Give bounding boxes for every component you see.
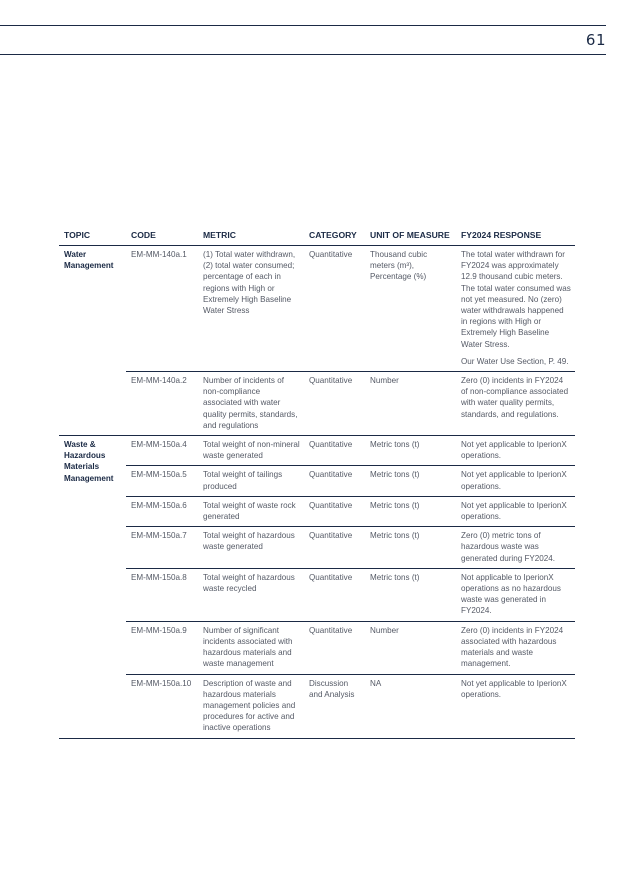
row-unit: Thousand cubic meters (m³), Percentage (%) (365, 246, 456, 372)
row-category: Quantitative (304, 466, 365, 496)
topic-waste-management: Waste & Hazardous Materials Management (59, 436, 126, 738)
row-category: Quantitative (304, 527, 365, 569)
row-metric: Description of waste and hazardous materials management policies and procedures for active and inactive operations (198, 674, 304, 738)
header-unit: UNIT OF MEASURE (365, 226, 456, 246)
row-metric: (1) Total water withdrawn, (2) total water consumed; percentage of each in regions with High or Extremely High Baseline Water Stress (198, 246, 304, 372)
row-category: Quantitative (304, 496, 365, 526)
row-unit: Metric tons (t) (365, 568, 456, 621)
header-rule (0, 54, 606, 55)
topic-empty (59, 372, 126, 436)
header-response: FY2024 RESPONSE (456, 226, 575, 246)
table-row (59, 436, 575, 466)
row-unit: Metric tons (t) (365, 527, 456, 569)
row-code: EM-MM-140a.2 (126, 372, 198, 436)
row-response: Not applicable to IperionX operations as no hazardous waste was generated in FY2024. (456, 568, 575, 621)
table-row (59, 246, 575, 372)
row-category: Quantitative (304, 568, 365, 621)
row-category: Quantitative (304, 246, 365, 372)
row-metric: Total weight of hazardous waste recycled (198, 568, 304, 621)
header-code: CODE (126, 226, 198, 246)
row-category: Discussion and Analysis (304, 674, 365, 738)
row-code: EM-MM-140a.1 (126, 246, 198, 372)
row-category: Quantitative (304, 621, 365, 674)
table-row (59, 621, 575, 674)
row-unit: Number (365, 372, 456, 436)
row-response: Zero (0) incidents in FY2024 associated with hazardous materials and waste management. (456, 621, 575, 674)
header-category: CATEGORY (304, 226, 365, 246)
row-unit: Metric tons (t) (365, 466, 456, 496)
header-metric: METRIC (198, 226, 304, 246)
header-topic: TOPIC (59, 226, 126, 246)
row-metric: Total weight of hazardous waste generated (198, 527, 304, 569)
row-code: EM-MM-150a.9 (126, 621, 198, 674)
row-unit: NA (365, 674, 456, 738)
row-response: Not yet applicable to IperionX operations. (456, 466, 575, 496)
response-text: The total water withdrawn for FY2024 was approximately 12.9 thousand cubic meters. The total water consumed was not yet measured. No (zero) water withdrawals happened in regions with High or Extremely High Baseline Water Stress. (461, 250, 571, 349)
sasb-metrics-table (59, 226, 575, 739)
row-code: EM-MM-150a.5 (126, 466, 198, 496)
row-response: Not yet applicable to IperionX operations. (456, 674, 575, 738)
row-metric: Total weight of tailings produced (198, 466, 304, 496)
row-response: Zero (0) incidents in FY2024 of non-compliance associated with water quality permits, standards, and regulations. (456, 372, 575, 436)
table-row (59, 568, 575, 621)
row-unit: Metric tons (t) (365, 496, 456, 526)
row-metric: Number of incidents of non-compliance associated with water quality permits, standards, and regulations (198, 372, 304, 436)
row-unit: Number (365, 621, 456, 674)
row-metric: Number of significant incidents associated with hazardous materials and waste management (198, 621, 304, 674)
table-header-row (59, 226, 575, 246)
table-row (59, 466, 575, 496)
row-response: Not yet applicable to IperionX operations. (456, 496, 575, 526)
table-row (59, 674, 575, 738)
row-response (456, 246, 575, 372)
row-category: Quantitative (304, 436, 365, 466)
row-category: Quantitative (304, 372, 365, 436)
row-response: Not yet applicable to IperionX operations. (456, 436, 575, 466)
row-code: EM-MM-150a.8 (126, 568, 198, 621)
topic-water-management: Water Management (64, 250, 114, 271)
row-metric: Total weight of non-mineral waste generated (198, 436, 304, 466)
page-number: 61 (585, 31, 606, 49)
top-rule (0, 25, 606, 26)
row-code: EM-MM-150a.10 (126, 674, 198, 738)
row-response: Zero (0) metric tons of hazardous waste was generated during FY2024. (456, 527, 575, 569)
table-row (59, 496, 575, 526)
row-code: EM-MM-150a.7 (126, 527, 198, 569)
row-metric: Total weight of waste rock generated (198, 496, 304, 526)
row-code: EM-MM-150a.6 (126, 496, 198, 526)
response-reference: Our Water Use Section, P. 49. (461, 356, 569, 366)
table-row (59, 372, 575, 436)
table-row (59, 527, 575, 569)
row-code: EM-MM-150a.4 (126, 436, 198, 466)
row-unit: Metric tons (t) (365, 436, 456, 466)
